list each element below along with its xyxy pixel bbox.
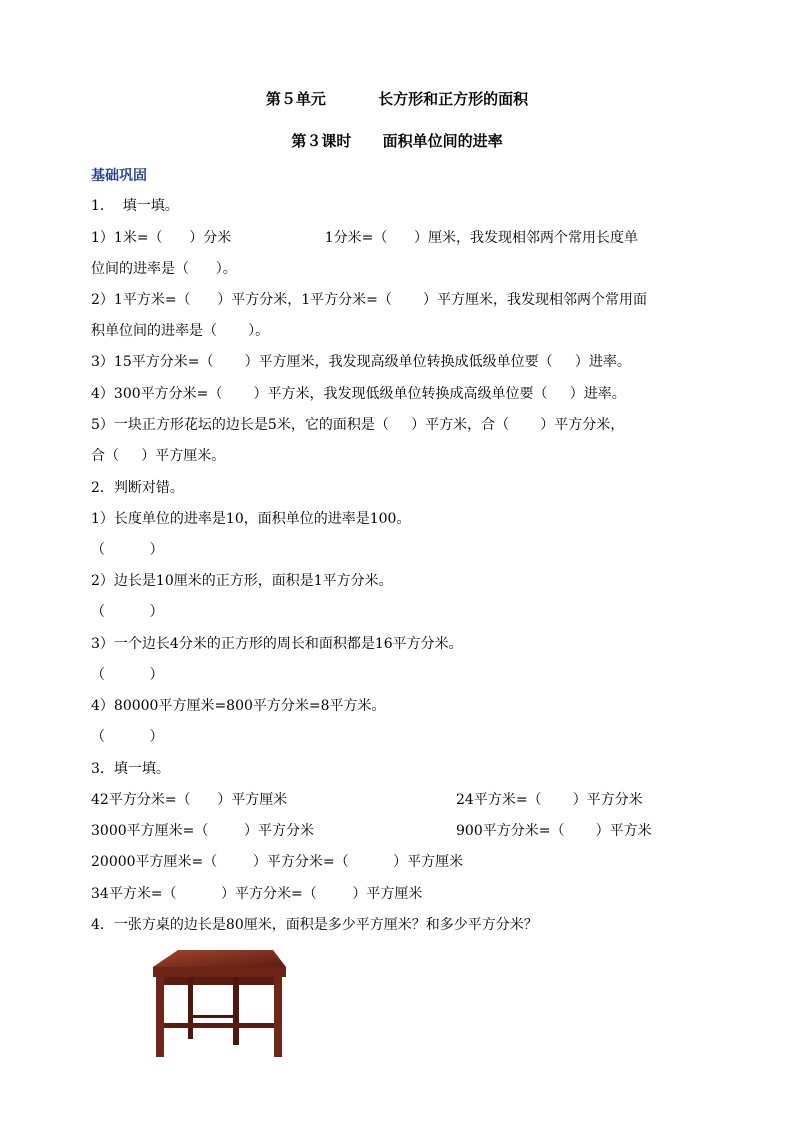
q2-line-1: 1）长度单位的进率是10，面积单位的进率是100。 [91, 511, 411, 527]
unit-title: 第５单元 长方形和正方形的面积 [265, 90, 529, 108]
q1-line-7: 5）一块正方形花坛的边长是5米，它的面积是（ ）平方米，合（ ）平方分米， [91, 417, 625, 433]
q2-answer-1: （ ） [91, 542, 164, 558]
q1-heading: 1． 填一填。 [91, 198, 179, 214]
q1-line-5: 3）15平方分米=（ ）平方厘米，我发现高级单位转换成低级单位要（ ）进率。 [91, 354, 631, 370]
q3-left-3: 20000平方厘米=（ ）平方分米=（ ）平方厘米 [91, 854, 464, 870]
q3-left-1: 42平方分米=（ ）平方厘米 [91, 792, 288, 808]
section-label: 基础巩固 [91, 168, 147, 184]
q2-answer-4: （ ） [91, 729, 164, 745]
q2-heading: 2．判断对错。 [91, 480, 184, 496]
q4-heading: 4．一张方桌的边长是80厘米，面积是多少平方厘米？和多少平方分米？ [91, 917, 538, 933]
q1-line-8: 合（ ）平方厘米。 [91, 448, 226, 464]
q2-line-2: 2）边长是10厘米的正方形，面积是1平方分米。 [91, 573, 393, 589]
q1-line-6: 4）300平方分米=（ ）平方米，我发现低级单位转换成高级单位要（ ）进率。 [91, 386, 626, 402]
q1-line-2: 位间的进率是（ ）。 [91, 261, 237, 277]
lesson-title: 第３课时 面积单位间的进率 [291, 132, 503, 150]
q1-line-4: 积单位间的进率是（ ）。 [91, 323, 270, 339]
q2-line-3: 3）一个边长4分米的正方形的周长和面积都是16平方分米。 [91, 636, 463, 652]
q2-line-4: 4）80000平方厘米=800平方分米=8平方米。 [91, 698, 386, 714]
q3-right-1: 24平方米=（ ）平方分米 [456, 792, 643, 808]
q3-left-2: 3000平方厘米=（ ）平方分米 [91, 823, 314, 839]
q2-answer-3: （ ） [91, 667, 164, 683]
q3-heading: 3．填一填。 [91, 761, 170, 777]
q3-right-2: 900平方分米=（ ）平方米 [456, 823, 652, 839]
square-table-image [148, 945, 288, 1060]
q1-line-3: 2）1平方米=（ ）平方分米，1平方分米=（ ）平方厘米，我发现相邻两个常用面 [91, 292, 648, 308]
q2-answer-2: （ ） [91, 604, 164, 620]
q1-line-1: 1）1米=（ ）分米 1分米=（ ）厘米，我发现相邻两个常用长度单 [91, 230, 639, 246]
q3-left-4: 34平方米=（ ）平方分米=（ ）平方厘米 [91, 886, 423, 902]
